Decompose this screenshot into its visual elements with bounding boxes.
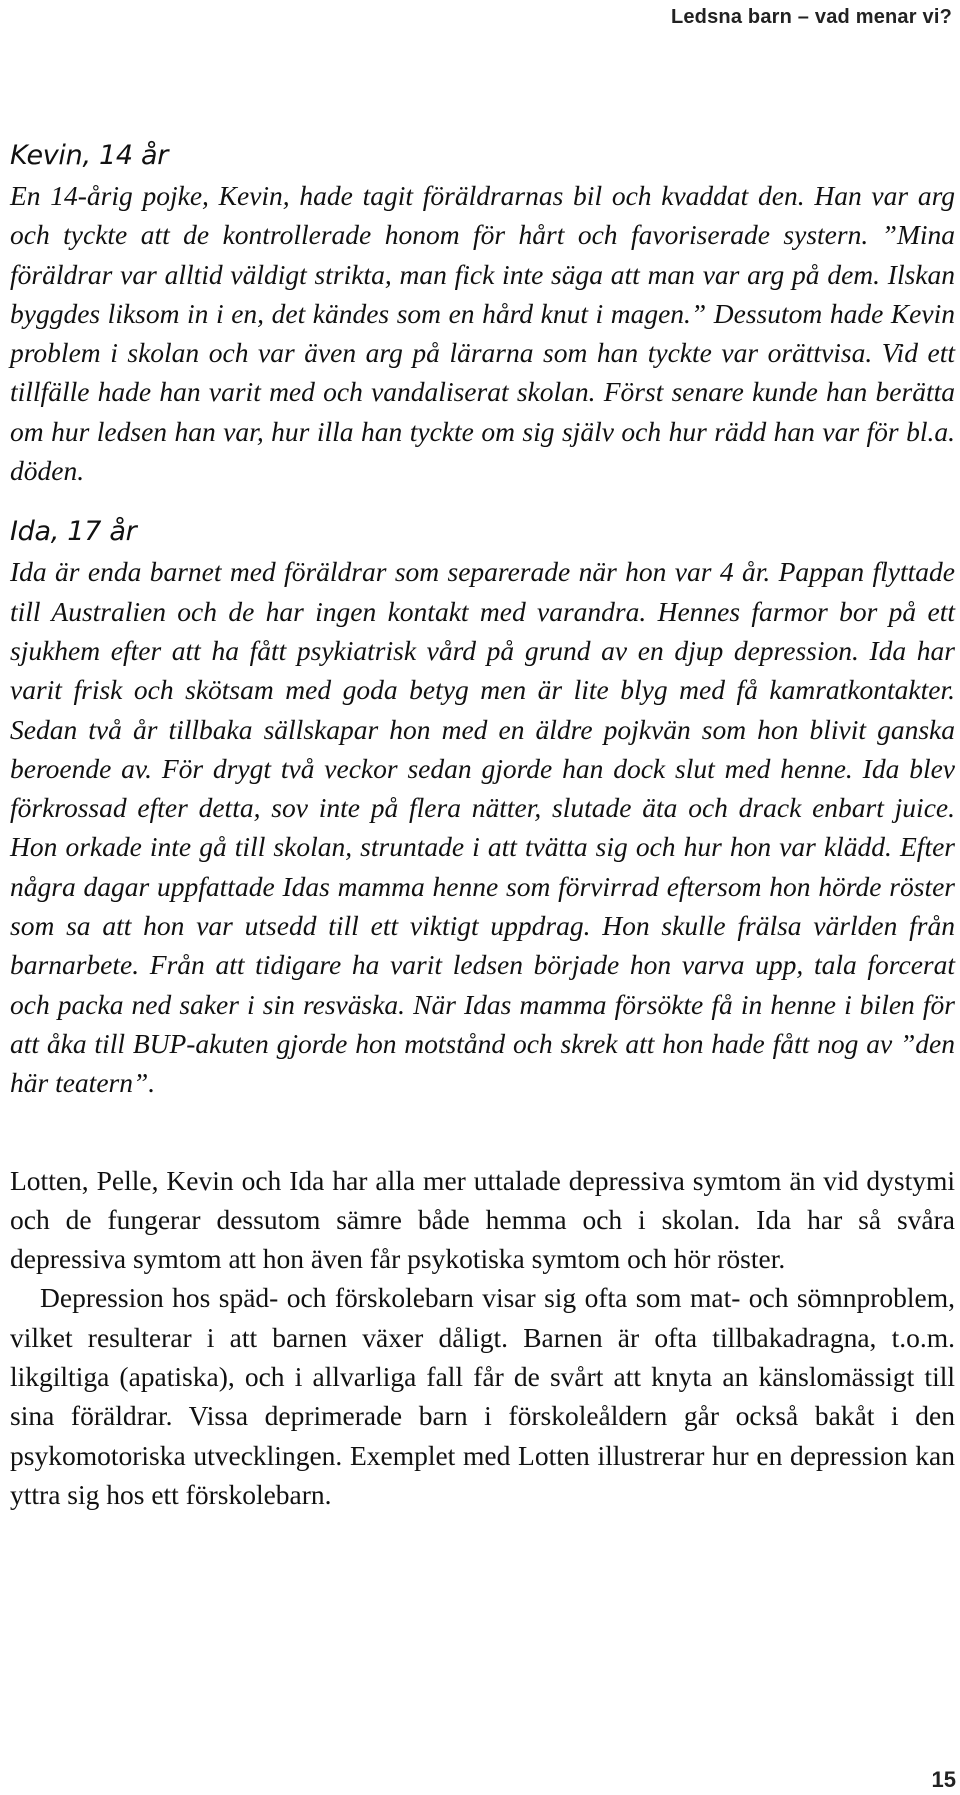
case-heading-kevin: Kevin, 14 år <box>10 140 169 171</box>
page-number: 15 <box>931 1767 956 1792</box>
case-ida <box>10 514 955 1102</box>
case-kevin <box>10 138 955 490</box>
page-content <box>10 138 955 1514</box>
body-paragraph-2: Depression hos späd- och förskolebarn visar sig ofta som mat- och sömnproblem, vilket resulterar i att barnen växer dåligt. Barnen är ofta tillbakadragna, t.o.m. likgiltiga (apatiska), och i allvarliga fall får de svårt att knyta an känslomässigt till sina föräldrar. Vissa deprimerade barn i förskoleåldern går också bakåt i den psykomotoriska utvecklingen. Exemplet med Lotten illustrerar hur en depression kan yttra sig hos ett förskolebarn. <box>10 1282 955 1510</box>
running-header: Ledsna barn – vad menar vi? <box>670 6 952 28</box>
case-text-kevin: En 14-årig pojke, Kevin, hade tagit föräldrarnas bil och kvaddat den. Han var arg och tyckte att de kontrollerade honom för hårt och favoriserade systern. ”Mina föräldrar var alltid väldigt strikta, man fick inte säga att man var arg på dem. Ilskan byggdes liksom in i en, det kändes som en hård knut i magen.” Dessutom hade Kevin problem i skolan och var även arg på lärarna som han tyckte var orättvisa. Vid ett tillfälle hade han varit med och vandaliserat skolan. Först senare kunde han berätta om hur ledsen han var, hur illa han tyckte om sig själv och hur rädd han var för bl.a. döden. <box>10 180 955 487</box>
case-heading-ida: Ida, 17 år <box>10 516 137 548</box>
body-paragraph-1: Lotten, Pelle, Kevin och Ida har alla mer uttalade depressiva symtom än vid dystymi och de fungerar dessutom sämre både hemma och i skolan. Ida har så svåra depressiva symtom att hon även får psykotiska symtom och hör röster. <box>10 1164 955 1275</box>
case-text-ida: Ida är enda barnet med föräldrar som separerade när hon var 4 år. Pappan flyttade till Australien och de har ingen kontakt med varandra. Hennes farmor bor på ett sjukhem efter att ha fått psykiatrisk vård på grund av en djup depression. Ida har varit frisk och skötsam med goda betyg men är lite blyg med få kamratkontakter. Sedan två år tillbaka sällskapar hon med en äldre pojkvän som hon blivit ganska beroende av. För drygt två veckor sedan gjorde han dock slut med henne. Ida blev förkrossad efter detta, sov inte på flera nätter, slutade äta och drack enbart juice. Hon orkade inte gå till skolan, struntade i att tvätta sig och hur hon var klädd. Efter några dagar uppfattade Idas mamma henne som förvirrad eftersom hon hörde röster som sa att hon var utsedd till ett viktigt uppdrag. Hon skulle frälsa världen från barnarbete. Från att tidigare ha varit ledsen började hon varva upp, tala forcerat och packa ned saker i sin resväska. När Idas mamma försökte få in henne i bilen för att åka till BUP-akuten gjorde hon motstånd och skrek att hon hade fått nog av ”den här teatern”. <box>10 556 955 1099</box>
